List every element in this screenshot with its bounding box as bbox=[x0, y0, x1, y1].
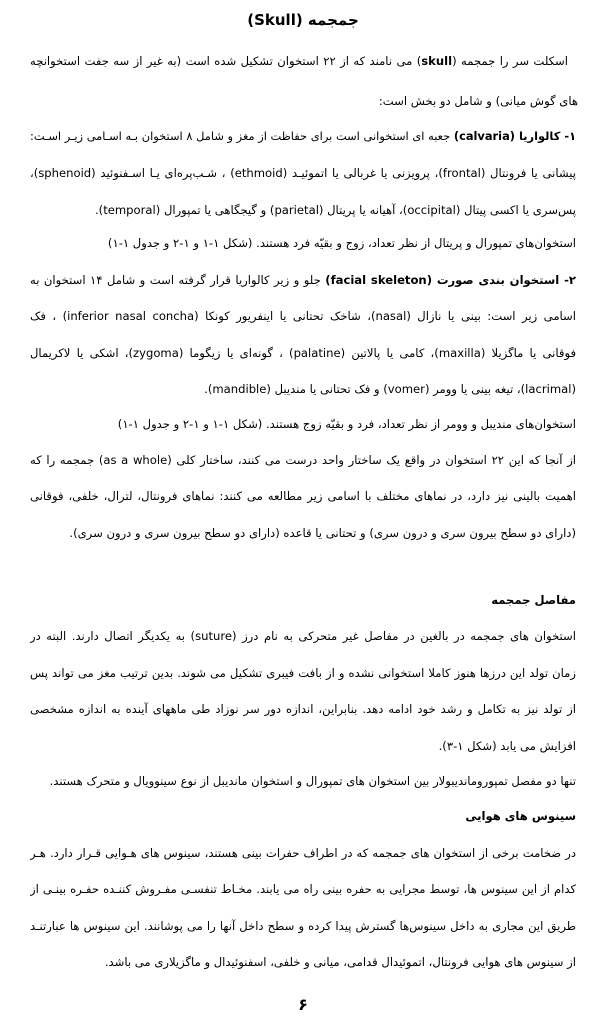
whole-line-3: (دارای دو سطح بیرون سری و درون سری) و تحتانی یا قاعده (دارای دو سطح بیرون سری و درون سری). bbox=[69, 526, 576, 540]
joints-line-5: تنها دو مفصل تمپوروماندیبولار بین استخوان های تمپورال و استخوان ماندیبل از نوع سینوویال و متحرک هستند. bbox=[49, 774, 576, 788]
whole-line-1: از آنجا که این ۲۲ استخوان در واقع یک ساختار واحد درست می کنند، ساختار کلی (as a whole) جمجمه را که bbox=[30, 453, 576, 467]
page-number: ۶ bbox=[298, 995, 308, 1014]
facial-line-2: اسامی زیر است: بینی یا نازال (nasal)، شاخک تحتانی یا اینفریور کونکا (inferior nasal concha) ، فک bbox=[30, 309, 576, 323]
calvaria-heading: ۱- کالواریا (calvaria) bbox=[453, 129, 576, 143]
sinuses-line-1: در ضخامت برخی از استخوان های جمجمه که در اطراف حفرات بینی هستند، سینوس های هـوایی قـرار دارد. هـر bbox=[30, 846, 576, 860]
joints-line-2: زمان تولد این درزها هنوز کاملا استخوانی نشده و از بافت فیبری تشکیل می شوند. بدین ترتیب مغز می تواند پس bbox=[30, 666, 576, 680]
facial-line-1 bbox=[30, 272, 576, 288]
sinuses-line-3: طریق این مجاری به داخل سینوس‌ها گسترش پیدا کرده و سطح داخل آنها را می پوشانند. این سینوس ها عبارتنـد bbox=[30, 919, 576, 933]
facial-line-3: فوقانی یا ماگزیلا (maxilla)، کامی یا پالاتین (palatine) ، گونه‌ای یا زیگوما (zygoma)، اشکی یا لاکریمال bbox=[30, 346, 576, 360]
joints-line-3: از تولد نیز به تکامل و رشد خود ادامه دهد. بنابراین، اندازه دور سر نوزاد طی ماههای آینده به اندازه مشخصی bbox=[30, 702, 576, 716]
sinuses-line-4: از سینوس های هوایی فرونتال، اتموئیدال قدامی، میانی و خلفی، اسفنوئیدال و ماگزیلاری می باشد. bbox=[104, 955, 576, 969]
facial-heading: ۲- استخوان بندی صورت (facial skeleton) bbox=[325, 273, 576, 287]
whole-line-2: اهمیت بالینی نیز دارد، در نماهای مختلف با اسامی زیر مطالعه می کنند: نماهای فرونتال، لترال، خلفی، فوقانی bbox=[30, 489, 576, 503]
joints-heading: مفاصل جمجمه bbox=[491, 593, 576, 607]
calvaria-intro-text: جعبه ای استخوانی است برای حفاظت از مغز و شامل ۸ استخوان بـه اسـامی زیـر اسـت: bbox=[30, 129, 454, 143]
sinuses-heading: سینوس های هوایی bbox=[465, 809, 576, 823]
calvaria-line-4: استخوان‌های تمپورال و پریتال از نظر تعداد، زوج و بقیّه فرد هستند. (شکل ۱-۱ و ۱-۲ و جدول ۱-۱) bbox=[107, 236, 576, 250]
sinuses-line-2: کدام از این سینوس ها، توسط مجرایی به حفره بینی راه می یابند. مخـاط تنفسـی مفـروش کننـده حفـره بینـی از bbox=[30, 882, 576, 896]
intro-text-start: اسکلت سر را جمجمه ( bbox=[452, 54, 568, 68]
calvaria-line-3: پس‌سری یا اکسی پیتال (occipital)، آهیانه یا پریتال (parietal) و گیجگاهی یا تمپورال (temporal). bbox=[94, 203, 576, 217]
intro-line-1 bbox=[30, 53, 568, 69]
facial-line-5: استخوان‌های مندیبل و وومر از نظر تعداد، فرد و بقیّه زوج هستند. (شکل ۱-۱ و ۱-۲ و جدول ۱-۱) bbox=[117, 417, 576, 431]
joints-line-1: استخوان های جمجمه در بالغین در مفاصل غیر متحرکی به نام درز (suture) به یکدیگر اتصال دارند. البته در bbox=[30, 629, 576, 643]
calvaria-line-1 bbox=[30, 128, 576, 144]
intro-term-skull: skull bbox=[421, 54, 453, 68]
facial-line-4: (lacrimal)، تیغه بینی یا وومر (vomer) و فک تحتانی یا مندیبل (mandible). bbox=[204, 382, 576, 396]
facial-intro-text: جلو و زیر کالواریا قرار گرفته است و شامل ۱۴ استخوان به bbox=[30, 273, 326, 287]
calvaria-line-2: پیشانی یا فرونتال (frontal)، پرویزنی یا غربالی یا اتموئیـد (ethmoid) ، شـب‌پره‌ای یـا اسـفنوئید (sphenoid)، bbox=[30, 166, 576, 180]
joints-line-4: افزایش می یابد (شکل ۱-۳). bbox=[438, 739, 576, 753]
intro-text-end: ) می نامند که از ۲۲ استخوان تشکیل شده است (به غیر از سه جفت استخوانچه bbox=[30, 54, 422, 68]
page-title: جمجمه (Skull) bbox=[247, 11, 359, 29]
intro-line-2: های گوش میانی) و شامل دو بخش است: bbox=[378, 94, 578, 108]
